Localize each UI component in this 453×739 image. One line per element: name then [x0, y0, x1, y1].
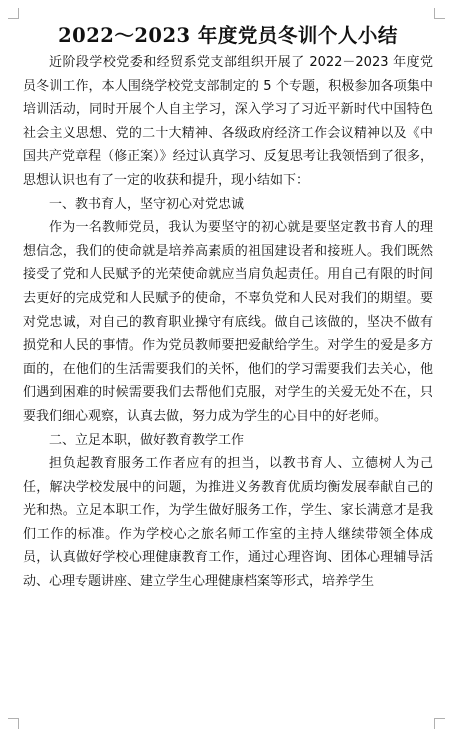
section-heading-2: 二、立足本职，做好教育教学工作: [49, 432, 245, 448]
page-corner-mark: [8, 718, 19, 729]
page-corner-mark: [8, 8, 19, 19]
document-body: [23, 22, 433, 594]
page-corner-mark: [434, 718, 445, 729]
document-title: 2022～2023 年度党员冬训个人小结: [58, 24, 398, 47]
page-corner-mark: [434, 8, 445, 19]
section-paragraph-2: 担负起教育服务工作者应有的担当，以教书育人、立德树人为己任，解决学校发展中的问题，为推进义务教育优质均衡发展奉献自己的光和热。立足本职工作，为学生做好服务工作，学生、家长满意才是我们工作的标准。作为学校心之旅名师工作室的主持人继续带领全体成员，认真做好学校心理健康教育工作，通过心理咨询、团体心理辅导活动、心理专题讲座、建立学生心理健康档案等形式，培养学生: [23, 456, 433, 590]
section-heading-1: 一、教书育人，坚守初心对党忠诚: [49, 196, 245, 212]
intro-paragraph: 近阶段学校党委和经贸系党支部组织开展了 2022－2023 年度党员冬训工作，本人围绕学校党支部制定的 5 个专题，积极参加各项集中培训活动，同时开展个人自主学习，深入学习了习近平新时代中国特色社会主义思想、党的二十大精神、各级政府经济工作会议精神以及《中国共产党章程（修正案）》经过认真学习、反复思考让我领悟到了很多，思想认识也有了一定的收获和提升，现小结如下：: [23, 55, 433, 188]
section-paragraph-1: 作为一名教师党员，我认为要坚守的初心就是要坚定教书育人的理想信念，我们的使命就是培养高素质的祖国建设者和接班人。我们既然接受了党和人民赋予的光荣使命就应当肩负起责任。用自己有限的时间去更好的完成党和人民赋予的使命，不辜负党和人民对我们的期望。要对党忠诚，对自己的教育职业操守有底线。做自己该做的，坚决不做有损党和人民的事情。作为党员教师要把爱献给学生。对学生的爱是多方面的，在他们的生活需要我们的关怀，他们的学习需要我们去关心，他们遇到困难的时候需要我们去帮他们克服，对学生的关爱无处不在，只要我们细心观察，认真去做，努力成为学生的心目中的好老师。: [23, 220, 433, 424]
